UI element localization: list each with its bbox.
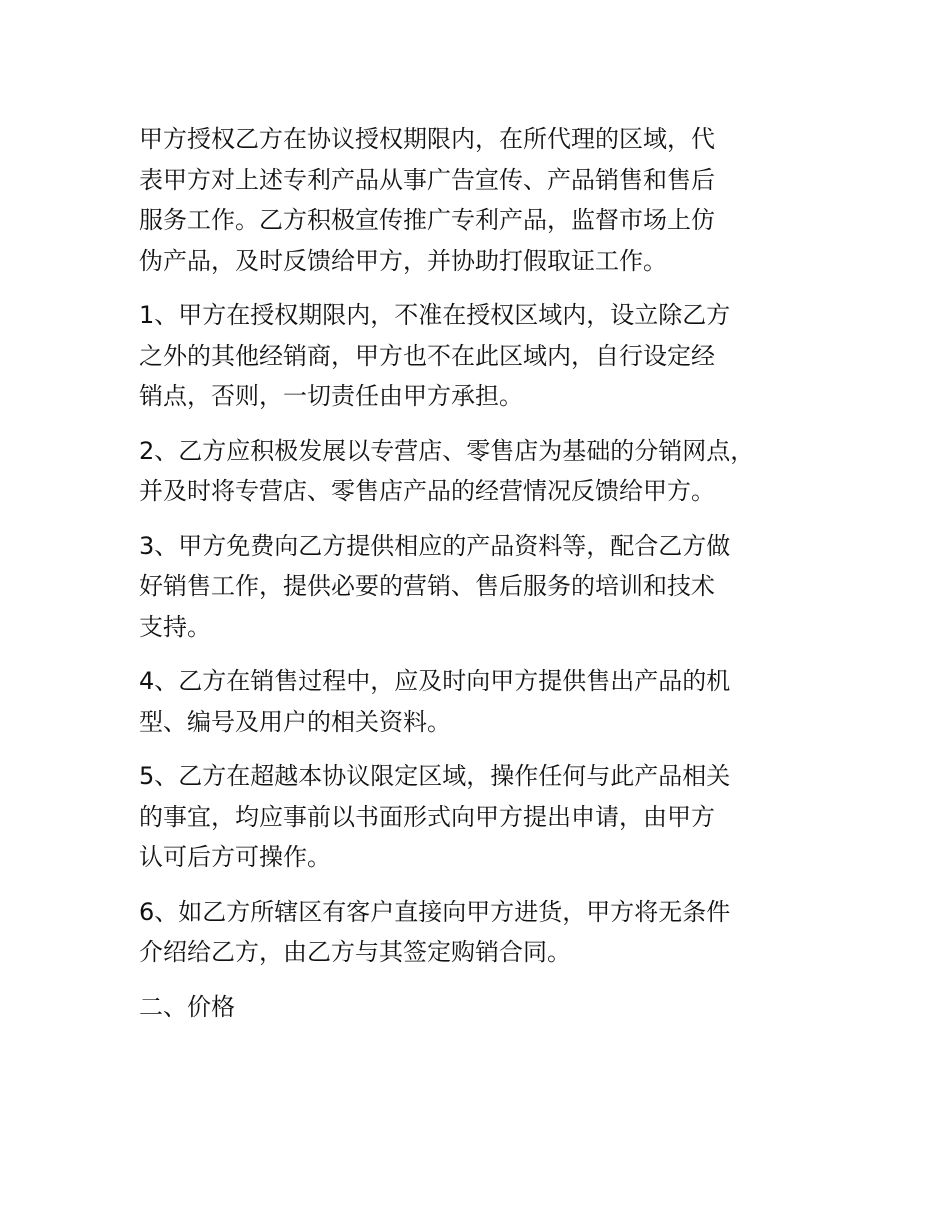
text-line: 好销售工作，提供必要的营销、售后服务的培训和技术 — [139, 572, 715, 600]
text-line: 甲方授权乙方在协议授权期限内，在所代理的区域，代 — [139, 125, 715, 153]
paragraph-authorization — [139, 119, 839, 281]
paragraph-clause-1 — [139, 295, 839, 417]
text-line: 服务工作。乙方积极宣传推广专利产品，监督市场上仿 — [139, 206, 715, 234]
text-line: 型、编号及用户的相关资料。 — [139, 707, 451, 736]
text-line: 并及时将专营店、零售店产品的经营情况反馈给甲方。 — [139, 477, 715, 505]
section-heading-price — [139, 987, 839, 1028]
paragraph-clause-6 — [139, 892, 839, 973]
text-line: 销点，否则，一切责任由甲方承担。 — [139, 382, 523, 410]
text-line: 2、乙方应积极发展以专营店、零售店为基础的分销网点， — [139, 436, 755, 465]
text-line: 介绍给乙方，由乙方与其签定购销合同。 — [139, 938, 571, 966]
text-line: 表甲方对上述专利产品从事广告宣传、产品销售和售后 — [139, 165, 715, 194]
text-line: 伪产品，及时反馈给甲方，并协助打假取证工作。 — [139, 246, 667, 275]
text-line: 6、如乙方所辖区有客户直接向甲方进货，甲方将无条件 — [139, 897, 731, 926]
paragraph-clause-3 — [139, 526, 839, 648]
text-line: 5、乙方在超越本协议限定区域，操作任何与此产品相关 — [139, 762, 731, 790]
text-line: 4、乙方在销售过程中，应及时向甲方提供售出产品的机 — [139, 667, 731, 695]
text-line: 的事宜，均应事前以书面形式向甲方提出申请，由甲方 — [139, 802, 715, 831]
text-line: 二、价格 — [139, 992, 235, 1021]
paragraph-clause-2 — [139, 431, 839, 512]
text-line: 之外的其他经销商，甲方也不在此区域内，自行设定经 — [139, 341, 715, 370]
text-line: 3、甲方免费向乙方提供相应的产品资料等，配合乙方做 — [139, 531, 731, 560]
paragraph-clause-5 — [139, 756, 839, 878]
text-line: 1、甲方在授权期限内，不准在授权区域内，设立除乙方 — [139, 301, 731, 329]
paragraph-clause-4 — [139, 661, 839, 742]
text-line: 认可后方可操作。 — [139, 843, 331, 871]
text-line: 支持。 — [139, 612, 211, 641]
document-body — [139, 119, 839, 1041]
